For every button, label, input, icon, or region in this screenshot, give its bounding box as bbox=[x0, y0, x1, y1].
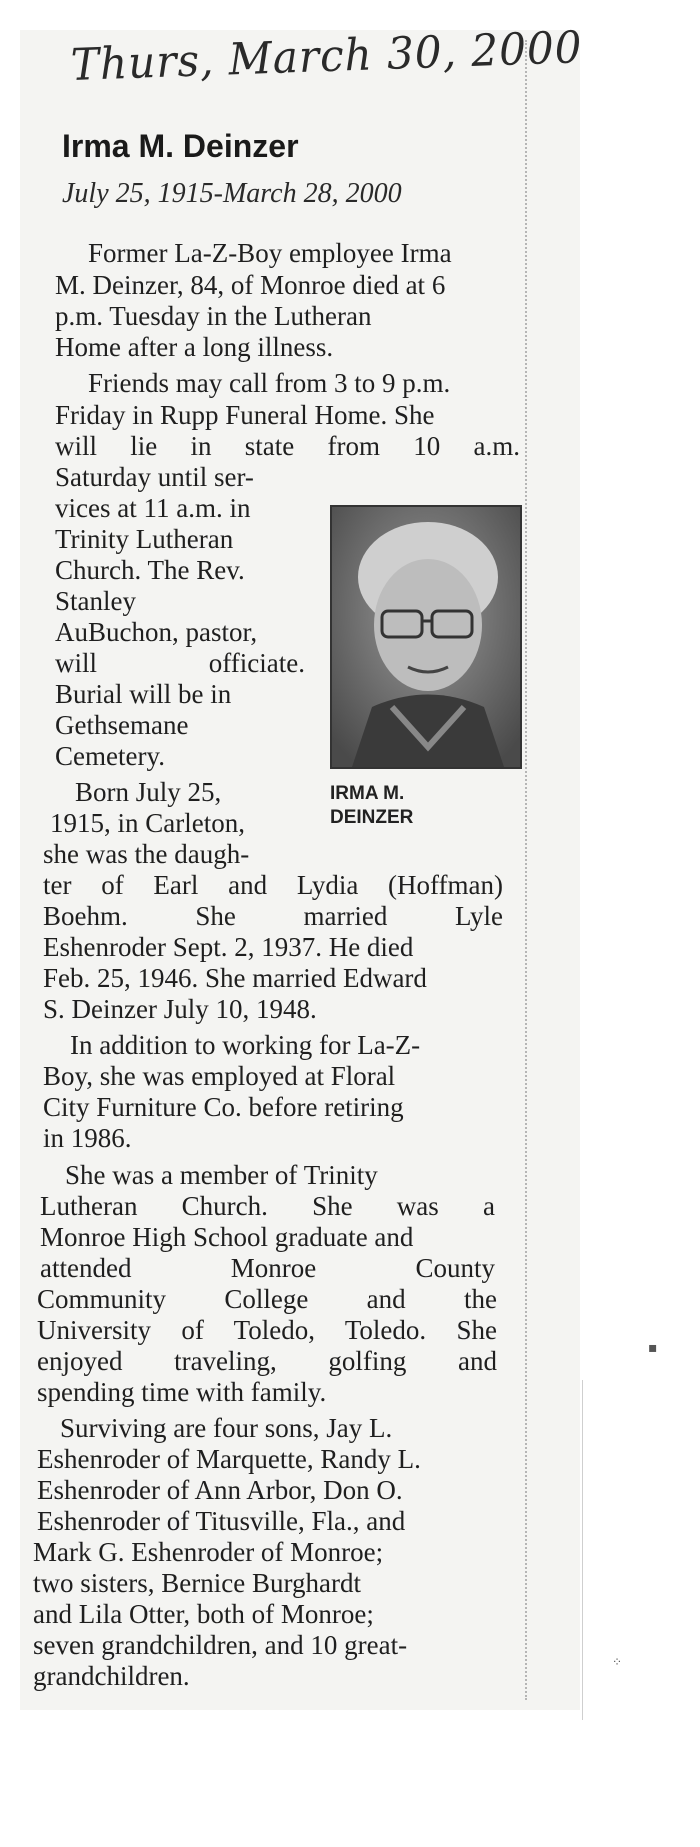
obituary-line: Surviving are four sons, Jay L. bbox=[60, 1413, 393, 1443]
scan-speck: ▪ bbox=[648, 1340, 658, 1356]
obituary-line: she was the daugh- bbox=[43, 839, 250, 869]
obituary-line: grandchildren. bbox=[33, 1661, 190, 1691]
obituary-line: p.m. Tuesday in the Lutheran bbox=[55, 301, 372, 331]
obituary-line: Boy, she was employed at Floral bbox=[43, 1061, 396, 1091]
obituary-line: Eshenroder Sept. 2, 1937. He died bbox=[43, 932, 414, 962]
obituary-line: Eshenroder of Titusville, Fla., and bbox=[37, 1506, 406, 1536]
photo-caption-line: DEINZER bbox=[330, 807, 414, 828]
obituary-line: Friday in Rupp Funeral Home. She bbox=[55, 400, 435, 430]
clipping-edge-divider bbox=[582, 1380, 583, 1720]
obituary-line: seven grandchildren, and 10 great- bbox=[33, 1630, 408, 1660]
obituary-line: Gethsemane bbox=[55, 710, 189, 740]
obituary-line: ter of Earl and Lydia (Hoffman) bbox=[43, 870, 503, 900]
scan-speck: ⁘ bbox=[612, 1655, 623, 1669]
obituary-line: Eshenroder of Ann Arbor, Don O. bbox=[37, 1475, 403, 1505]
obituary-line: Boehm. She married Lyle bbox=[43, 901, 503, 931]
photo-caption bbox=[330, 782, 510, 830]
obituary-line: City Furniture Co. before retiring bbox=[43, 1092, 404, 1122]
obituary-line: University of Toledo, Toledo. She bbox=[37, 1315, 497, 1345]
obituary-line: spending time with family. bbox=[37, 1377, 327, 1407]
obituary-line: 1915, in Carleton, bbox=[50, 808, 245, 838]
obituary-line: S. Deinzer July 10, 1948. bbox=[43, 994, 317, 1024]
clipping-edge-divider bbox=[525, 40, 527, 1700]
obituary-line: will lie in state from 10 a.m. bbox=[55, 431, 520, 461]
obituary-line: Saturday until ser- bbox=[55, 462, 254, 492]
obituary-line: Cemetery. bbox=[55, 741, 165, 771]
obituary-line: Home after a long illness. bbox=[55, 332, 334, 362]
obituary-line: and Lila Otter, both of Monroe; bbox=[33, 1599, 374, 1629]
obituary-line: vices at 11 a.m. in bbox=[55, 493, 251, 523]
obituary-line: Mark G. Eshenroder of Monroe; bbox=[33, 1537, 384, 1567]
obituary-line: Eshenroder of Marquette, Randy L. bbox=[37, 1444, 421, 1474]
obituary-line: Community College and the bbox=[37, 1284, 497, 1314]
obituary-line: Former La-Z-Boy employee Irma bbox=[88, 238, 452, 268]
obituary-line: Friends may call from 3 to 9 p.m. bbox=[88, 368, 451, 398]
photo-caption-line: IRMA M. bbox=[330, 783, 405, 804]
portrait-photo bbox=[330, 505, 522, 769]
obituary-line: Burial will be in bbox=[55, 679, 232, 709]
life-dates: July 25, 1915-March 28, 2000 bbox=[62, 178, 402, 209]
obituary-line: M. Deinzer, 84, of Monroe died at 6 bbox=[55, 270, 446, 300]
obituary-line: attended Monroe County bbox=[40, 1253, 495, 1283]
obituary-line: AuBuchon, pastor, bbox=[55, 617, 258, 647]
obituary-line: Stanley bbox=[55, 586, 136, 616]
obituary-line: Born July 25, bbox=[75, 777, 222, 807]
obituary-line: Trinity Lutheran bbox=[55, 524, 234, 554]
obituary-line: in 1986. bbox=[43, 1123, 132, 1153]
obituary-line: She was a member of Trinity bbox=[65, 1160, 378, 1190]
obituary-line: In addition to working for La-Z- bbox=[70, 1030, 421, 1060]
obituary-line: Feb. 25, 1946. She married Edward bbox=[43, 963, 427, 993]
obituary-line: Lutheran Church. She was a bbox=[40, 1191, 495, 1221]
obituary-line: two sisters, Bernice Burghardt bbox=[33, 1568, 361, 1598]
obituary-line: enjoyed traveling, golfing and bbox=[37, 1346, 497, 1376]
obituary-name: Irma M. Deinzer bbox=[62, 128, 299, 164]
handwritten-date: Thurs, March 30, 2000 bbox=[70, 22, 584, 91]
obituary-line: Monroe High School graduate and bbox=[40, 1222, 414, 1252]
obituary-line: Church. The Rev. bbox=[55, 555, 245, 585]
obituary-line: will officiate. bbox=[55, 648, 305, 678]
